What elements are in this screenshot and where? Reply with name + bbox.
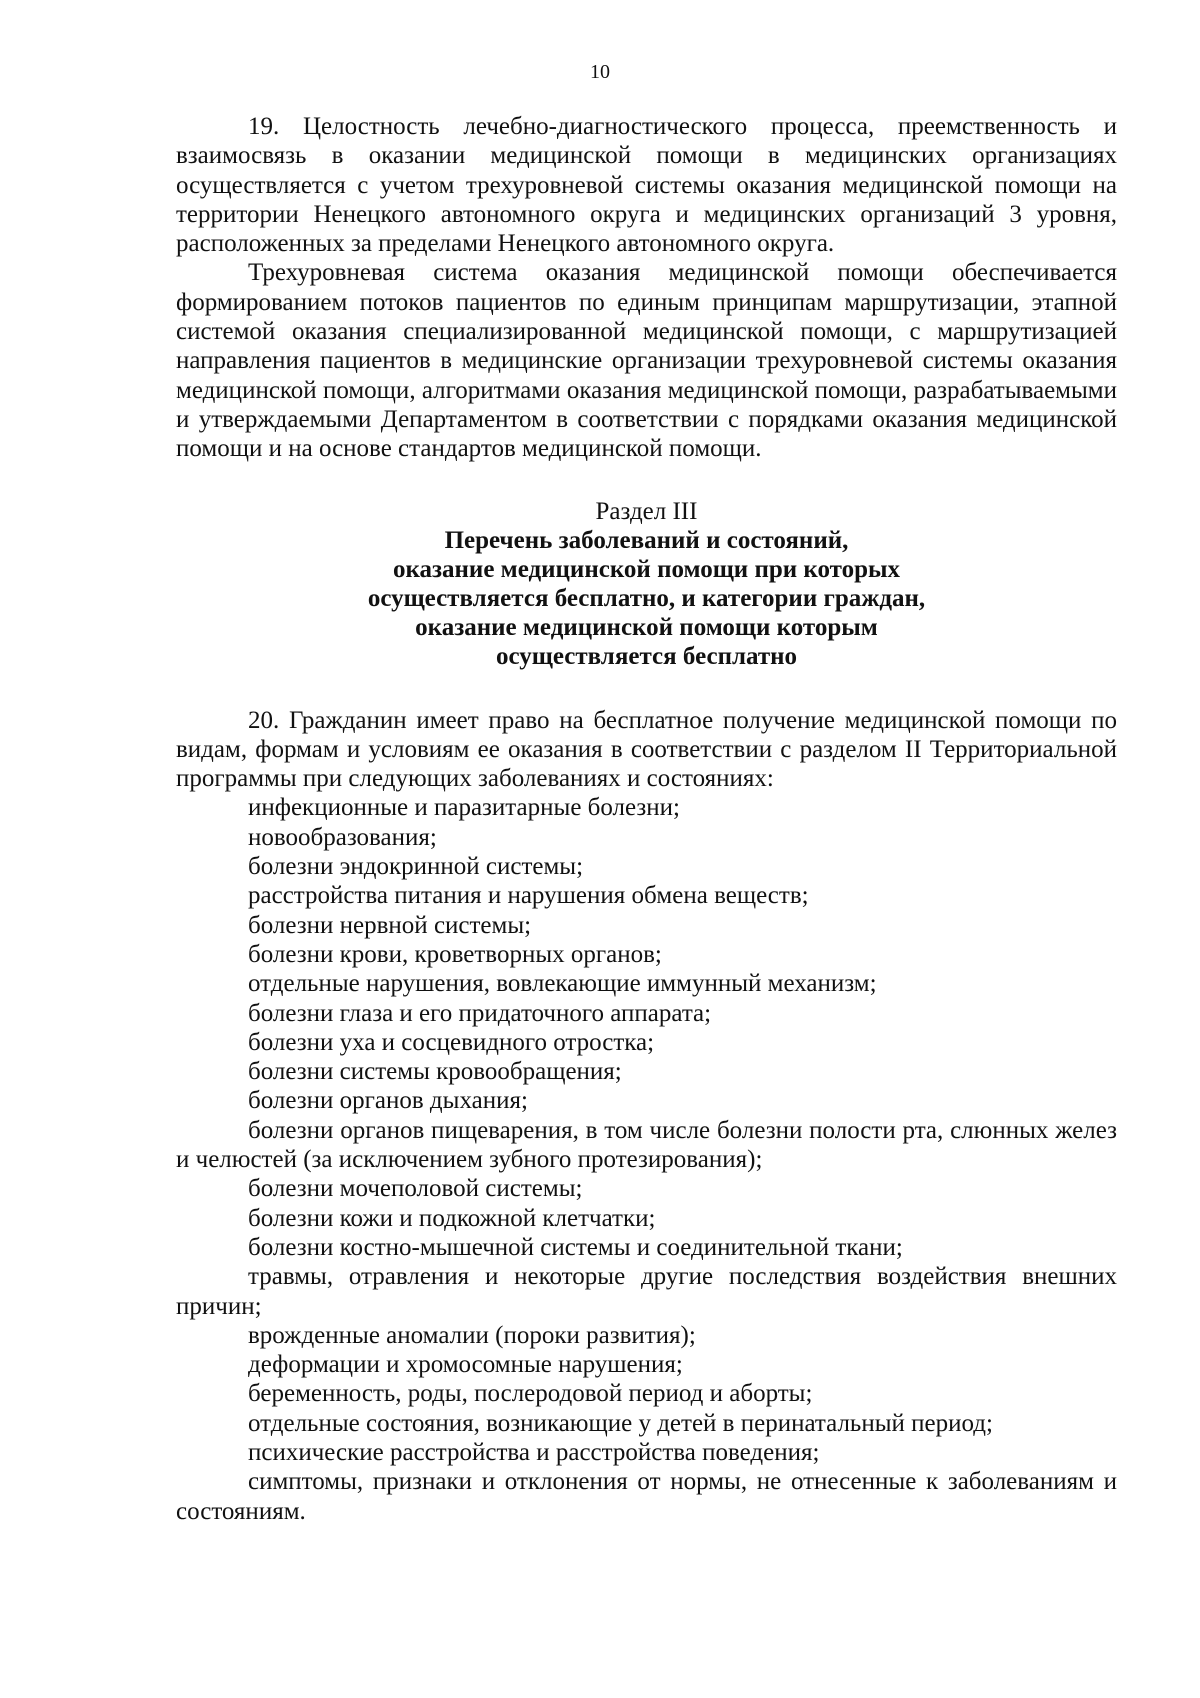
document-body: [176, 112, 1117, 1526]
list-item: болезни органов пищеварения, в том числе болезни полости рта, слюнных желез и челюстей (за исключением зубного протезирования);: [176, 1116, 1117, 1174]
list-item: деформации и хромосомные нарушения;: [248, 1351, 683, 1379]
section-title-line: осуществляется бесплатно: [495, 642, 798, 670]
list-item: болезни кожи и подкожной клетчатки;: [248, 1204, 656, 1232]
list-item: беременность, роды, послеродовой период и аборты;: [248, 1380, 813, 1408]
list-item: новообразования;: [248, 823, 437, 851]
paragraph-19: 19. Целостность лечебно-диагностического процесса, преемственность и взаимосвязь в оказании медицинской помощи в медицинских организациях осуществляется с учетом трехуровневой системы оказания медицинской помощи на территории Ненецкого автономного округа и медицинских организаций 3 уровня, расположенных за пределами Ненецкого автономного округа.: [176, 113, 1117, 258]
list-item: болезни системы кровообращения;: [248, 1058, 622, 1086]
list-item: травмы, отравления и некоторые другие последствия воздействия внешних причин;: [176, 1263, 1117, 1320]
list-item: болезни крови, кроветворных органов;: [248, 940, 662, 968]
list-item: расстройства питания и нарушения обмена веществ;: [248, 882, 809, 910]
paragraph-19-continued: Трехуровневая система оказания медицинской помощи обеспечивается формированием потоков пациентов по единым принципам маршрутизации, этапной системой оказания специализированной медицинской помощи, с маршрутизацией направления пациентов в медицинские организации трехуровневой системы оказания медицинской помощи, алгоритмами оказания медицинской помощи, разрабатываемыми и утверждаемыми Департаментом в соответствии с порядками оказания медицинской помощи и на основе стандартов медицинской помощи.: [176, 259, 1117, 463]
list-item: болезни глаза и его придаточного аппарата;: [248, 999, 712, 1027]
conditions-list: [176, 793, 1117, 1525]
list-item: болезни нервной системы;: [248, 911, 532, 939]
paragraph-20: 20. Гражданин имеет право на бесплатное получение медицинской помощи по видам, формам и условиям ее оказания в соответствии с разделом II Территориальной программы при следующих заболеваниях и состояниях:: [176, 706, 1117, 793]
section-heading: [176, 497, 1117, 671]
list-item: отдельные состояния, возникающие у детей в перинатальный период;: [248, 1409, 993, 1437]
list-item: болезни эндокринной системы;: [248, 853, 584, 881]
section-title-line: Перечень заболеваний и состояний,: [444, 526, 849, 554]
list-item: симптомы, признаки и отклонения от нормы, не отнесенные к заболеваниям и состояниям.: [176, 1468, 1117, 1525]
list-item: болезни мочеполовой системы;: [248, 1175, 583, 1203]
list-item: отдельные нарушения, вовлекающие иммунный механизм;: [248, 970, 877, 998]
section-title-line: оказание медицинской помощи которым: [415, 613, 878, 641]
list-item: болезни костно-мышечной системы и соединительной ткани;: [248, 1233, 903, 1261]
list-item: болезни органов дыхания;: [248, 1087, 528, 1115]
section-title-line: оказание медицинской помощи при которых: [392, 555, 901, 583]
section-label: Раздел III: [595, 497, 698, 525]
section-title-line: осуществляется бесплатно, и категории граждан,: [367, 584, 926, 612]
list-item: инфекционные и паразитарные болезни;: [248, 794, 681, 822]
page-number: 10: [590, 61, 610, 83]
list-item: болезни уха и сосцевидного отростка;: [248, 1028, 655, 1056]
list-item: врожденные аномалии (пороки развития);: [248, 1321, 696, 1349]
list-item: психические расстройства и расстройства поведения;: [248, 1438, 820, 1466]
